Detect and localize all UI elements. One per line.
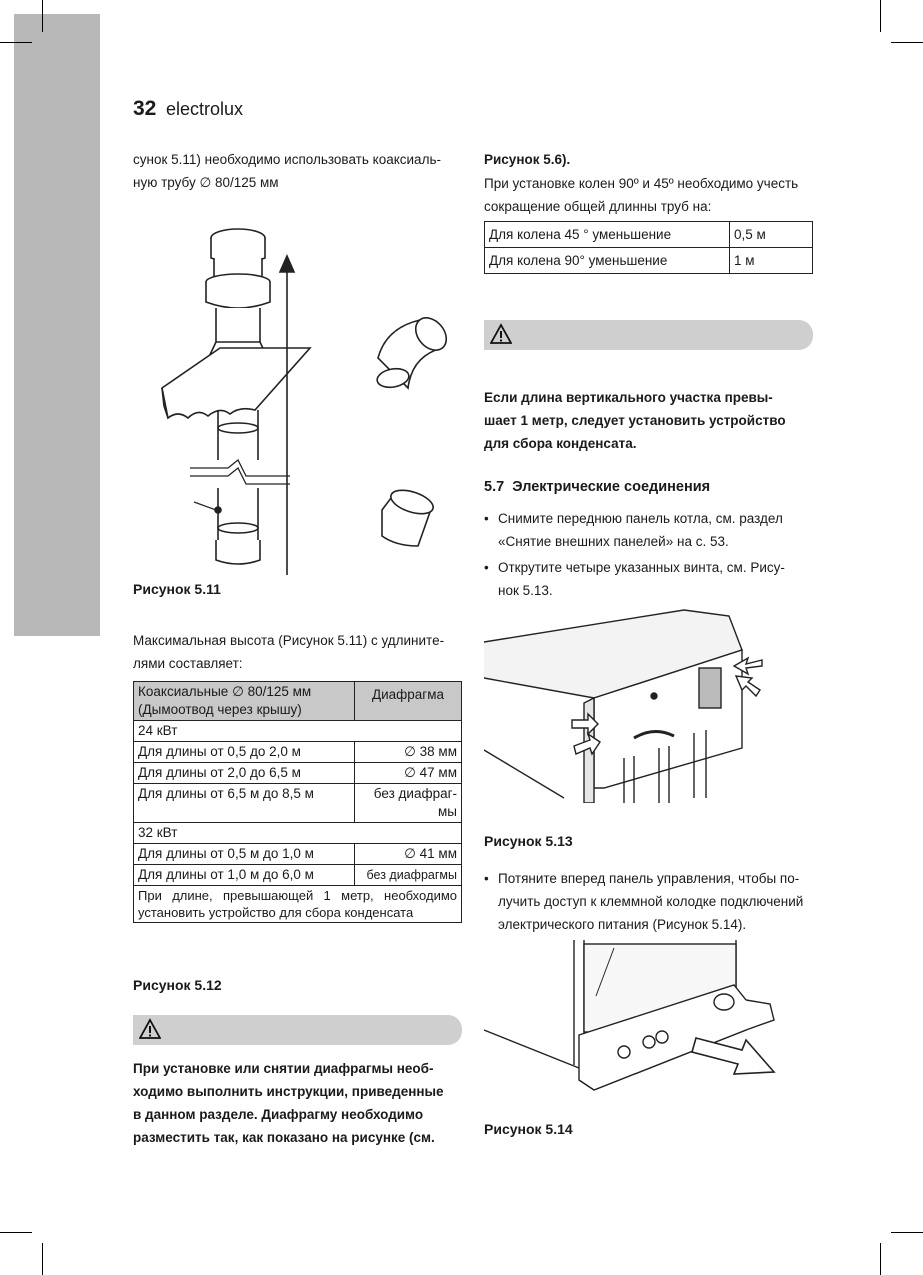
table-group-row [134, 823, 462, 844]
warning-line: в данном разделе. Диафрагму необходимо [133, 1107, 424, 1122]
list-item-line: электрического питания (Рисунок 5.14). [498, 917, 747, 932]
table-note-cell: При длине, превышающей 1 метр, необходимо установить устройство для сбора конденсата [134, 886, 462, 923]
paragraph-line: При установке колен 90º и 45º необходимо учесть [484, 176, 799, 191]
list-item-line: • Потяните вперед панель управления, чтобы по- [498, 871, 800, 886]
height-arrow-head [280, 256, 294, 272]
table-cell: ∅ 41 мм [355, 844, 462, 865]
table-cell: 0,5 м [730, 222, 813, 248]
diaphragm-table [133, 681, 462, 923]
warning-icon [490, 323, 512, 345]
pipe-segment [216, 308, 260, 346]
max-height-paragraph [133, 629, 463, 675]
figure-5-14-drawing [484, 940, 784, 1112]
crop-mark [880, 1243, 881, 1275]
crop-mark [880, 0, 881, 32]
header-line: Коаксиальные ∅ 80/125 мм [138, 684, 312, 699]
header-line: (Дымоотвод через крышу) [138, 702, 302, 717]
table-cell: Для колена 45 ° уменьшение [485, 222, 730, 248]
elbow-paragraph [484, 172, 813, 218]
table-header-cell: Диафрагма [355, 682, 462, 721]
panel-screw [651, 693, 657, 699]
crop-mark [0, 1232, 32, 1233]
paragraph-line: сокращение общей длинны труб на: [484, 199, 712, 214]
pipe-break [190, 460, 290, 476]
pull-direction-arrow [692, 1038, 774, 1074]
pipe-joint [218, 523, 258, 533]
crop-mark [891, 42, 923, 43]
intro-paragraph [133, 148, 463, 194]
table-cell: Для длины от 0,5 до 2,0 м [134, 742, 355, 763]
table-row [134, 844, 462, 865]
table-header-row [134, 682, 462, 721]
crop-mark [0, 42, 32, 43]
table-group-cell: 32 кВт [134, 823, 462, 844]
bullet-list [484, 867, 813, 936]
warning-line: разместить так, как показано на рисунке (см. [133, 1130, 435, 1145]
floor-line [484, 1030, 579, 1068]
paragraph-line: лями составляет: [133, 656, 243, 671]
table-cell: 1 м [730, 248, 813, 274]
cell-line: без диафраг- [373, 786, 457, 801]
list-item [484, 556, 813, 602]
warning-icon [139, 1018, 161, 1040]
paragraph-line: Максимальная высота (Рисунок 5.11) с удлините- [133, 633, 445, 648]
warning-line: шает 1 метр, следует установить устройство [484, 413, 786, 428]
figure-5-11-drawing [150, 210, 450, 580]
list-item-line: «Снятие внешних панелей» на с. 53. [498, 534, 729, 549]
leader-dot [215, 507, 221, 513]
elbow-table [484, 221, 813, 274]
side-tab-bar [14, 14, 100, 636]
table-cell: ∅ 47 мм [355, 763, 462, 784]
figure-5-11-caption: Рисунок 5.11 [133, 581, 221, 597]
pipe-body [218, 410, 258, 460]
pipe-bottom [216, 540, 260, 564]
table-cell: Для длины от 0,5 м до 1,0 м [134, 844, 355, 865]
table-cell: Для длины от 2,0 до 6,5 м [134, 763, 355, 784]
table-row [134, 865, 462, 886]
brand-name: electrolux [166, 99, 244, 119]
table-row [134, 784, 462, 823]
figure-reference: Рисунок 5.6). [484, 152, 571, 167]
warning-text-left [133, 1057, 462, 1149]
table-row [485, 222, 813, 248]
section-number: 5.7 [484, 479, 505, 495]
list-item-line: лучить доступ к клеммной колодке подключений [498, 894, 804, 909]
table-cell: ∅ 38 мм [355, 742, 462, 763]
warning-line: Если длина вертикального участка превы- [484, 390, 773, 405]
pipe-ring-body [206, 282, 270, 308]
table-group-row [134, 721, 462, 742]
section-title: Электрические соединения [512, 479, 711, 495]
table-row [134, 763, 462, 784]
figure-5-13-caption: Рисунок 5.13 [484, 833, 573, 849]
table-group-cell: 24 кВт [134, 721, 462, 742]
table-cell: Для колена 90° уменьшение [485, 248, 730, 274]
list-item [484, 867, 813, 936]
warning-line: ходимо выполнить инструкции, приведенные [133, 1084, 444, 1099]
cell-line: мы [438, 804, 457, 819]
table-row [485, 248, 813, 274]
table-cell: Для длины от 6,5 м до 8,5 м [134, 784, 355, 823]
crop-mark [42, 0, 43, 32]
list-item [484, 507, 813, 553]
warning-bar [133, 1015, 462, 1045]
crop-mark [891, 1232, 923, 1233]
table-header-cell [134, 682, 355, 721]
leader-line [194, 502, 216, 510]
pipe-joint [218, 423, 258, 433]
figure-5-13-drawing [484, 608, 784, 803]
warning-text-right [484, 386, 813, 455]
figure-5-14-caption: Рисунок 5.14 [484, 1121, 573, 1137]
table-cell: Для длины от 1,0 м до 6,0 м [134, 865, 355, 886]
intro-line: сунок 5.11) необходимо использовать коаксиаль- [133, 152, 441, 167]
floor-line [484, 750, 564, 798]
table-note-row [134, 886, 462, 923]
warning-line: для сбора конденсата. [484, 436, 637, 451]
list-item-line: • Снимите переднюю панель котла, см. раздел [498, 511, 783, 526]
table-row [134, 742, 462, 763]
intro-line: ную трубу ∅ 80/125 мм [133, 175, 279, 190]
page-number: 32 [133, 97, 157, 120]
bullet-list [484, 507, 813, 602]
list-item-line: нок 5.13. [498, 583, 553, 598]
table-cell: без диафрагмы [355, 865, 462, 886]
crop-mark [42, 1243, 43, 1275]
vent-grille [699, 668, 721, 708]
section-heading [484, 479, 710, 495]
list-item-line: • Открутите четыре указанных винта, см. Рису- [498, 560, 785, 575]
figure-5-12-caption: Рисунок 5.12 [133, 977, 222, 993]
table-cell [355, 784, 462, 823]
warning-bar [484, 320, 813, 350]
warning-line: При установке или снятии диафрагмы необ- [133, 1061, 434, 1076]
